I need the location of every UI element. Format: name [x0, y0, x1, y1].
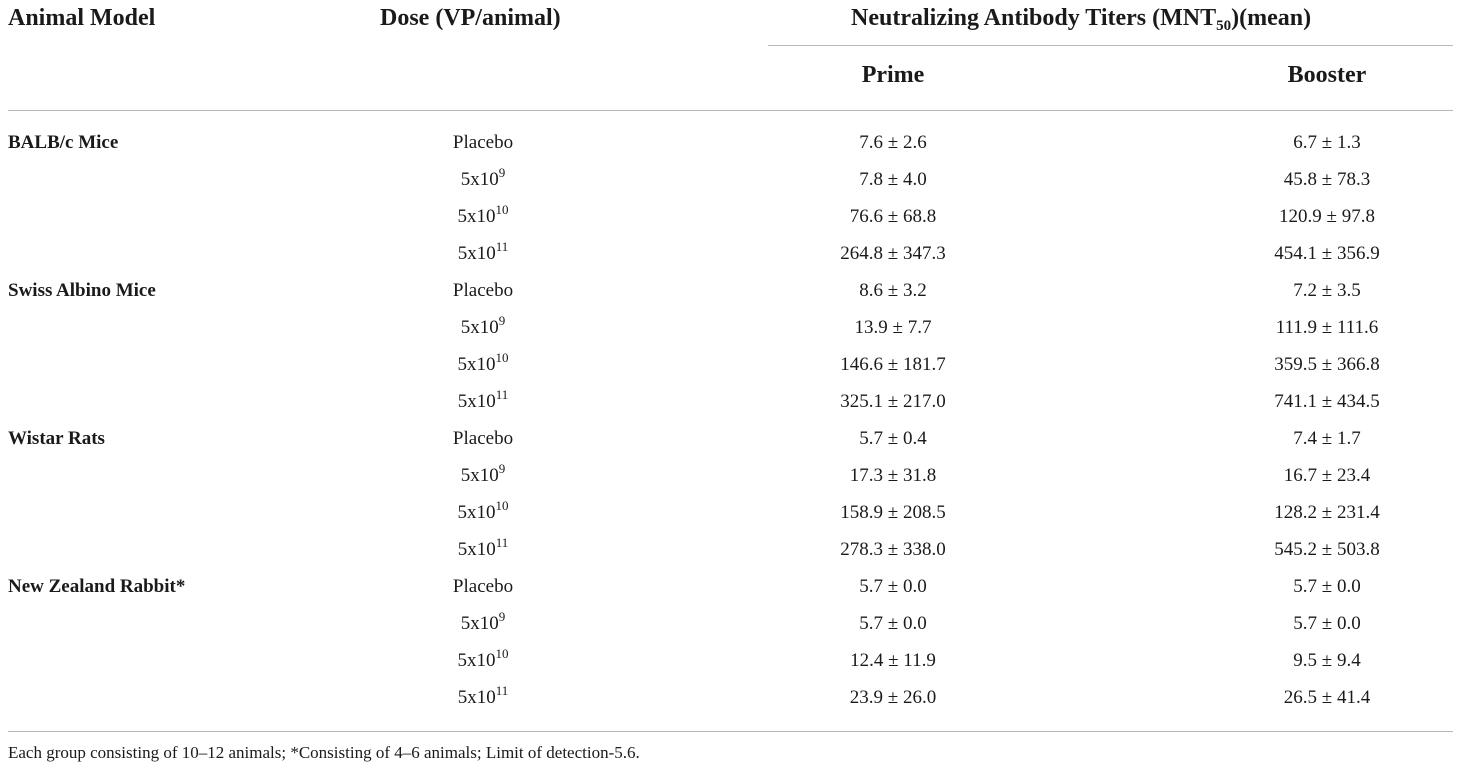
prime-titer-cell: 5.7 ± 0.0	[859, 613, 927, 634]
dose-cell	[457, 683, 509, 710]
prime-titer-cell: 76.6 ± 68.8	[849, 206, 937, 227]
dose-base: Placebo	[452, 132, 514, 153]
dose-cell	[453, 131, 513, 155]
dose-base: 5x10	[457, 687, 496, 708]
prime-titer-cell: 5.7 ± 0.4	[859, 428, 927, 449]
dose-cell	[457, 202, 509, 229]
dose-cell	[460, 609, 506, 636]
table-bottom-rule	[8, 731, 1453, 732]
dose-exponent: 10	[495, 498, 509, 513]
dose-cell	[460, 461, 506, 488]
group-label: New Zealand Rabbit*	[8, 576, 186, 597]
dose-cell	[457, 239, 509, 266]
prime-titer-cell: 146.6 ± 181.7	[840, 354, 946, 375]
dose-exponent: 11	[495, 535, 509, 550]
booster-titer-cell: 741.1 ± 434.5	[1274, 391, 1380, 412]
booster-titer-cell: 7.2 ± 3.5	[1293, 280, 1361, 301]
prime-titer-cell: 7.6 ± 2.6	[859, 132, 927, 153]
header-bottom-rule	[8, 110, 1453, 111]
dose-base: 5x10	[460, 169, 499, 190]
header-booster: Booster	[1287, 62, 1367, 88]
dose-base: 5x10	[460, 465, 499, 486]
booster-titer-cell: 6.7 ± 1.3	[1293, 132, 1361, 153]
header-neutralizing-titers	[851, 4, 1311, 32]
dose-base: 5x10	[457, 650, 496, 671]
booster-titer-cell: 5.7 ± 0.0	[1293, 576, 1361, 597]
booster-titer-cell: 5.7 ± 0.0	[1293, 613, 1361, 634]
dose-exponent: 10	[495, 350, 509, 365]
dose-base: 5x10	[457, 354, 496, 375]
dose-exponent: 9	[498, 165, 506, 180]
group-label: BALB/c Mice	[8, 132, 119, 153]
dose-base: 5x10	[457, 391, 496, 412]
header-animal-model: Animal Model	[8, 5, 156, 31]
dose-exponent: 10	[495, 646, 509, 661]
booster-titer-cell: 16.7 ± 23.4	[1283, 465, 1371, 486]
prime-titer-cell: 264.8 ± 347.3	[840, 243, 946, 264]
header-dose: Dose (VP/animal)	[380, 5, 561, 31]
booster-titer-cell: 111.9 ± 111.6	[1275, 317, 1379, 338]
prime-titer-cell: 17.3 ± 31.8	[849, 465, 937, 486]
booster-titer-cell: 120.9 ± 97.8	[1279, 206, 1375, 227]
prime-titer-cell: 12.4 ± 11.9	[850, 650, 936, 671]
dose-base: Placebo	[452, 280, 514, 301]
dose-cell	[453, 575, 513, 599]
dose-exponent: 11	[495, 387, 509, 402]
prime-titer-cell: 13.9 ± 7.7	[854, 317, 932, 338]
header-titers-suffix: )(mean)	[1231, 5, 1312, 31]
dose-base: 5x10	[457, 502, 496, 523]
dose-cell	[457, 387, 509, 414]
dose-base: 5x10	[460, 317, 499, 338]
booster-titer-cell: 545.2 ± 503.8	[1274, 539, 1380, 560]
header-titers-subscript: 50	[1216, 18, 1232, 34]
dose-exponent: 9	[498, 461, 506, 476]
dose-exponent: 11	[495, 683, 509, 698]
dose-base: 5x10	[457, 539, 496, 560]
dose-cell	[453, 427, 513, 451]
prime-titer-cell: 23.9 ± 26.0	[849, 687, 937, 708]
dose-cell	[457, 350, 509, 377]
header-titers-prefix: Neutralizing Antibody Titers (MNT	[851, 5, 1217, 31]
booster-titer-cell: 359.5 ± 366.8	[1274, 354, 1380, 375]
dose-base: 5x10	[460, 613, 499, 634]
booster-titer-cell: 128.2 ± 231.4	[1274, 502, 1380, 523]
dose-cell	[453, 279, 513, 303]
group-label: Wistar Rats	[8, 428, 105, 449]
dose-base: 5x10	[457, 243, 496, 264]
booster-titer-cell: 7.4 ± 1.7	[1293, 428, 1361, 449]
booster-titer-cell: 45.8 ± 78.3	[1283, 169, 1371, 190]
group-label: Swiss Albino Mice	[8, 280, 156, 301]
prime-titer-cell: 158.9 ± 208.5	[840, 502, 946, 523]
dose-cell	[460, 313, 506, 340]
prime-titer-cell: 7.8 ± 4.0	[859, 169, 927, 190]
dose-cell	[457, 646, 509, 673]
dose-exponent: 9	[498, 609, 506, 624]
dose-base: 5x10	[457, 206, 496, 227]
prime-titer-cell: 278.3 ± 338.0	[840, 539, 946, 560]
prime-titer-cell: 8.6 ± 3.2	[859, 280, 927, 301]
booster-titer-cell: 454.1 ± 356.9	[1274, 243, 1380, 264]
prime-titer-cell: 5.7 ± 0.0	[859, 576, 927, 597]
dose-cell	[460, 165, 506, 192]
booster-titer-cell: 9.5 ± 9.4	[1293, 650, 1361, 671]
dose-exponent: 9	[498, 313, 506, 328]
dose-base: Placebo	[452, 428, 514, 449]
prime-titer-cell: 325.1 ± 217.0	[840, 391, 946, 412]
dose-base: Placebo	[452, 576, 514, 597]
booster-titer-cell: 26.5 ± 41.4	[1283, 687, 1371, 708]
dose-cell	[457, 498, 509, 525]
header-spanner-rule	[768, 45, 1453, 46]
dose-exponent: 11	[495, 239, 509, 254]
dose-cell	[457, 535, 509, 562]
header-prime: Prime	[861, 62, 925, 88]
dose-exponent: 10	[495, 202, 509, 217]
table-footnote: Each group consisting of 10–12 animals; *Consisting of 4–6 animals; Limit of detection-5.6.	[8, 743, 640, 762]
